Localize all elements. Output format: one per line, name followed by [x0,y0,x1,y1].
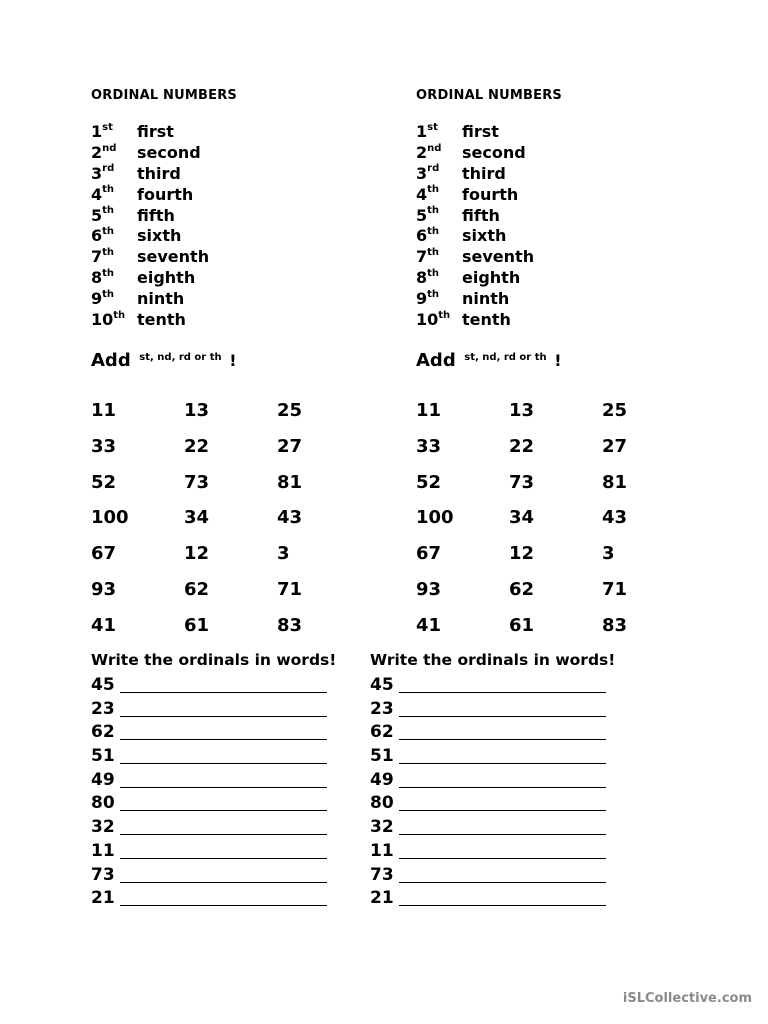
ordinal-digits: 4 [416,184,428,204]
ordinal-number [416,268,439,287]
ordinal-word: tenth [137,310,186,330]
add-instruction-suffixes: st, nd, rd or th [464,352,547,363]
exercise-number: 34 [509,507,535,529]
exercise-number: 11 [416,400,442,421]
words-exercise-row [370,698,615,722]
ordinal-digits: 10 [91,310,114,330]
exercise-number: 22 [184,435,210,457]
exercise-number: 34 [184,507,210,529]
ordinal-suffix: th [438,309,451,321]
words-exercise-number: 45 [370,675,394,695]
words-exercise-number: 32 [91,817,115,838]
ordinal-word: first [462,122,499,141]
add-instruction-word: Add [416,350,456,371]
ordinal-digits: 10 [416,310,439,330]
answer-blank-line [120,739,327,740]
add-instruction-exclamation: ! [554,351,562,370]
exercise-number: 61 [509,614,535,636]
ordinal-digits: 4 [91,184,103,204]
answer-blank-line [399,739,606,740]
exercise-number: 73 [509,471,535,493]
ordinal-suffix: th [102,288,115,300]
ordinal-suffix: rd [427,163,440,175]
words-exercise-row [370,792,615,816]
ordinal-number [416,122,438,141]
words-exercise-row [91,840,336,864]
add-instruction-word: Add [91,350,131,371]
ordinal-word: sixth [137,226,182,246]
answer-blank-line [120,810,327,811]
words-exercise-number: 62 [370,722,394,743]
ordinal-digits: 6 [416,226,428,246]
site-watermark: iSLCollective.com [622,991,752,1006]
words-exercise-row [370,721,615,745]
ordinal-number [91,247,114,266]
ordinal-digits: 8 [91,268,103,288]
ordinal-digits: 7 [91,247,103,267]
exercise-number: 13 [509,400,535,421]
exercise-number: 67 [416,543,442,565]
ordinal-suffix: th [427,267,440,279]
exercise-number: 67 [91,543,117,565]
ordinal-suffix: st [427,121,438,133]
ordinal-suffix: rd [102,163,115,175]
exercise-number: 81 [277,471,303,493]
ordinal-suffix: th [102,184,115,196]
exercise-number: 93 [91,578,117,600]
ordinal-suffix: th [102,205,115,217]
ordinal-word: first [137,122,174,141]
exercise-number: 12 [509,543,535,565]
ordinal-number [416,247,439,266]
answer-blank-line [120,763,327,764]
exercise-number: 33 [91,435,117,457]
ordinal-suffix: th [102,247,115,259]
ordinal-digits: 8 [416,268,428,288]
ordinal-suffix: th [427,288,440,300]
add-instruction-exclamation: ! [229,351,237,370]
ordinal-digits: 2 [416,142,428,162]
ordinal-number [91,289,114,308]
words-exercise-heading: Write the ordinals in words! [91,651,337,669]
words-exercise-left [91,650,336,911]
exercise-number: 52 [91,471,117,493]
words-exercise-row [91,674,336,698]
answer-blank-line [399,763,606,764]
words-exercise-row [91,816,336,840]
words-exercise-number: 23 [370,698,394,719]
exercise-number: 100 [416,507,454,529]
exercise-number: 52 [416,471,442,493]
ordinal-word: fifth [137,205,175,225]
answer-blank-line [399,787,606,788]
ordinal-digits: 5 [91,205,103,225]
answer-blank-line [120,787,327,788]
ordinal-suffix: th [427,247,440,259]
exercise-number: 62 [509,578,535,600]
answer-blank-line [120,905,327,906]
ordinal-word: second [137,142,201,162]
words-exercise-number: 51 [91,746,115,767]
words-exercise-number: 11 [370,840,394,861]
answer-blank-line [399,716,606,717]
exercise-number: 27 [277,435,303,457]
ordinal-word: eighth [137,268,196,288]
words-exercise-row [91,698,336,722]
ordinal-number [416,226,439,245]
ordinal-digits: 5 [416,205,428,225]
words-exercise-row [91,864,336,888]
ordinal-digits: 7 [416,247,428,267]
add-instruction-suffixes: st, nd, rd or th [139,352,222,363]
add-suffix-instruction [416,350,561,371]
ordinal-number [91,268,114,287]
words-exercise-row [91,792,336,816]
words-exercise-row [370,864,615,888]
ordinal-digits: 3 [91,163,103,183]
ordinal-suffix: th [427,205,440,217]
ordinal-word: fifth [462,205,500,225]
exercise-number: 3 [277,543,290,565]
answer-blank-line [120,692,327,693]
exercise-number: 93 [416,578,442,600]
answer-blank-line [120,882,327,883]
ordinal-word: third [462,163,506,183]
answer-blank-line [120,858,327,859]
ordinal-suffix: st [102,121,113,133]
ordinal-number [91,143,116,162]
words-exercise-number: 49 [91,769,115,790]
worksheet-title: ORDINAL NUMBERS [416,88,562,103]
ordinal-number [416,289,439,308]
words-exercise-number: 73 [91,864,115,885]
words-exercise-number: 21 [91,888,115,909]
ordinal-word: third [137,163,181,183]
ordinal-digits: 9 [91,289,103,309]
ordinal-word: seventh [462,247,535,267]
ordinal-number [416,164,439,183]
exercise-number: 11 [91,400,117,421]
words-exercise-row [91,887,336,911]
ordinal-digits: 3 [416,163,428,183]
exercise-number: 12 [184,543,210,565]
exercise-number: 25 [277,400,303,421]
ordinal-suffix: nd [427,142,442,154]
exercise-number: 73 [184,471,210,493]
words-exercise-number: 49 [370,769,394,790]
add-suffix-instruction [91,350,236,371]
ordinal-number [91,164,114,183]
words-exercise-number: 45 [91,675,115,695]
exercise-number: 83 [277,614,303,636]
words-exercise-rows [91,674,336,911]
ordinal-word: second [462,142,526,162]
ordinal-suffix: th [102,267,115,279]
worksheet-title: ORDINAL NUMBERS [91,88,237,103]
words-exercise-row [370,840,615,864]
words-exercise-row [370,769,615,793]
words-exercise-row [91,721,336,745]
answer-blank-line [399,810,606,811]
ordinal-number [91,206,114,225]
words-exercise-number: 62 [91,722,115,743]
ordinal-number [416,310,450,329]
ordinal-number [91,185,114,204]
exercise-number: 41 [91,614,117,636]
ordinal-suffix: th [427,226,440,238]
ordinal-word: ninth [462,289,510,309]
answer-blank-line [399,905,606,906]
ordinal-word: tenth [462,310,511,330]
ordinal-number [91,226,114,245]
exercise-number: 71 [602,578,628,600]
ordinal-suffix: th [113,309,126,321]
exercise-number: 81 [602,471,628,493]
ordinal-suffix: th [102,226,115,238]
words-exercise-number: 73 [370,864,394,885]
ordinal-number [416,143,441,162]
exercise-number: 43 [602,507,628,529]
words-exercise-row [370,887,615,911]
words-exercise-number: 80 [91,793,115,814]
words-exercise-number: 21 [370,888,394,909]
words-exercise-number: 32 [370,817,394,838]
words-exercise-number: 80 [370,793,394,814]
ordinal-word: fourth [462,184,519,204]
exercise-number: 25 [602,400,628,421]
exercise-number: 61 [184,614,210,636]
ordinal-word: fourth [137,184,194,204]
exercise-number: 33 [416,435,442,457]
ordinal-suffix: th [427,184,440,196]
words-exercise-number: 51 [370,746,394,767]
exercise-number: 3 [602,543,615,565]
exercise-number: 71 [277,578,303,600]
answer-blank-line [399,692,606,693]
answer-blank-line [120,716,327,717]
words-exercise-right [370,650,615,911]
ordinal-number [91,122,113,141]
answer-blank-line [399,882,606,883]
ordinal-number [91,310,125,329]
ordinal-number [416,206,439,225]
exercise-number: 22 [509,435,535,457]
words-exercise-row [91,769,336,793]
exercise-number: 43 [277,507,303,529]
ordinal-digits: 6 [91,226,103,246]
exercise-number: 27 [602,435,628,457]
exercise-number: 83 [602,614,628,636]
ordinal-suffix: nd [102,142,117,154]
answer-blank-line [120,834,327,835]
words-exercise-row [370,674,615,698]
exercise-number: 13 [184,400,210,421]
ordinal-digits: 9 [416,289,428,309]
ordinal-digits: 1 [91,122,103,141]
words-exercise-heading: Write the ordinals in words! [370,651,616,669]
words-exercise-row [370,745,615,769]
ordinal-word: eighth [462,268,521,288]
ordinal-digits: 1 [416,122,428,141]
words-exercise-row [91,745,336,769]
ordinal-word: seventh [137,247,210,267]
exercise-number: 62 [184,578,210,600]
words-exercise-number: 11 [91,840,115,861]
exercise-number: 41 [416,614,442,636]
exercise-number: 100 [91,507,129,529]
answer-blank-line [399,834,606,835]
words-exercise-row [370,816,615,840]
ordinal-word: ninth [137,289,185,309]
ordinal-number [416,185,439,204]
ordinal-digits: 2 [91,142,103,162]
words-exercise-number: 23 [91,698,115,719]
ordinal-word: sixth [462,226,507,246]
words-exercise-rows [370,674,615,911]
answer-blank-line [399,858,606,859]
